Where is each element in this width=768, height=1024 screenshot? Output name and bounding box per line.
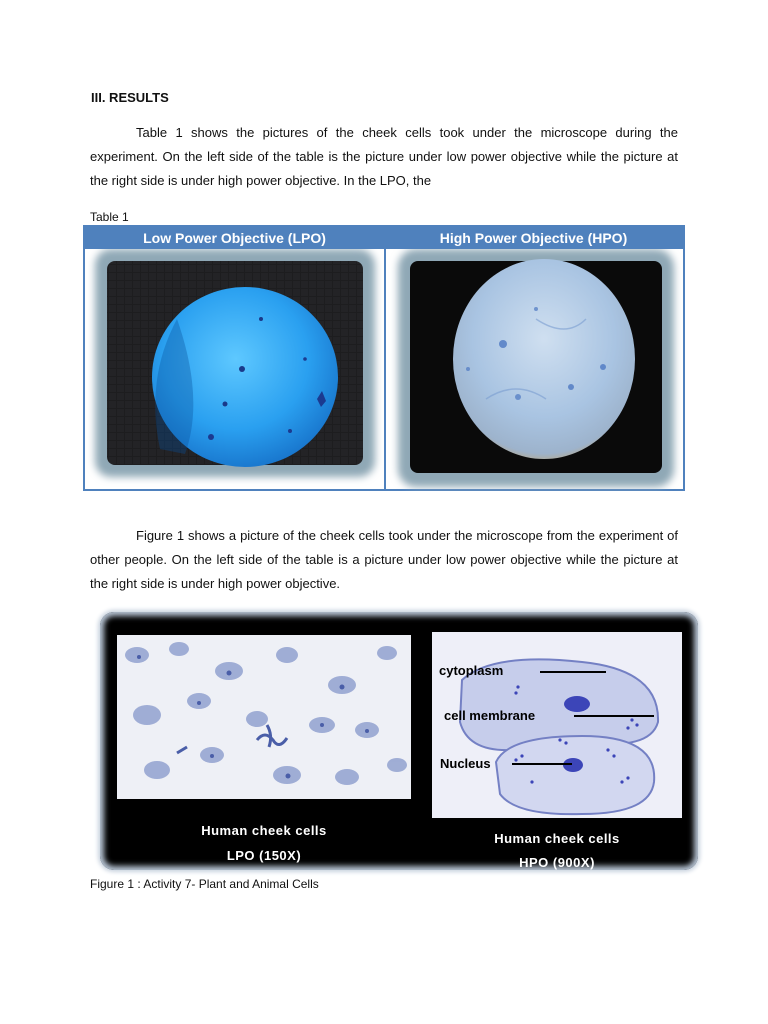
table-cell-hpo — [386, 249, 683, 491]
figure-right-caption-line1: Human cheek cells — [494, 831, 620, 846]
hpo-micrograph — [386, 249, 683, 491]
paragraph-table-intro — [90, 121, 678, 193]
label-cell-membrane: cell membrane — [444, 708, 536, 723]
label-cytoplasm: cytoplasm — [439, 663, 504, 678]
column-header-lpo: Low Power Objective (LPO) — [143, 230, 326, 246]
figure-1 — [100, 612, 698, 870]
results-table — [83, 225, 685, 491]
figure-left-caption-line1: Human cheek cells — [201, 823, 327, 838]
table-label: Table 1 — [90, 210, 129, 224]
hpo-reference-micrograph — [432, 632, 682, 818]
column-header-hpo: High Power Objective (HPO) — [439, 230, 628, 246]
figure-caption: Figure 1 : Activity 7- Plant and Animal Cells — [90, 877, 319, 891]
table-header-row — [85, 227, 683, 249]
section-heading: III. RESULTS — [91, 90, 169, 105]
paragraph-text: Figure 1 shows a picture of the cheek cells took under the microscope from the experiment of other people. On the left side of the table is a picture under low power objective while the picture at the right side is under high power objective. — [90, 528, 678, 591]
figure-left-caption-line2: LPO (150X) — [226, 848, 302, 863]
lpo-micrograph — [85, 249, 384, 491]
figure-right-caption-line2: HPO (900X) — [519, 855, 595, 870]
paragraph-figure-intro — [90, 524, 678, 596]
lpo-reference-micrograph — [117, 635, 411, 799]
label-nucleus: Nucleus — [440, 756, 491, 771]
paragraph-text: Table 1 shows the pictures of the cheek cells took under the microscope during the experiment. On the left side of the table is the picture under low power objective while the picture at the right side is under high power objective. In the LPO, the — [90, 125, 678, 188]
table-cell-lpo — [85, 249, 384, 491]
